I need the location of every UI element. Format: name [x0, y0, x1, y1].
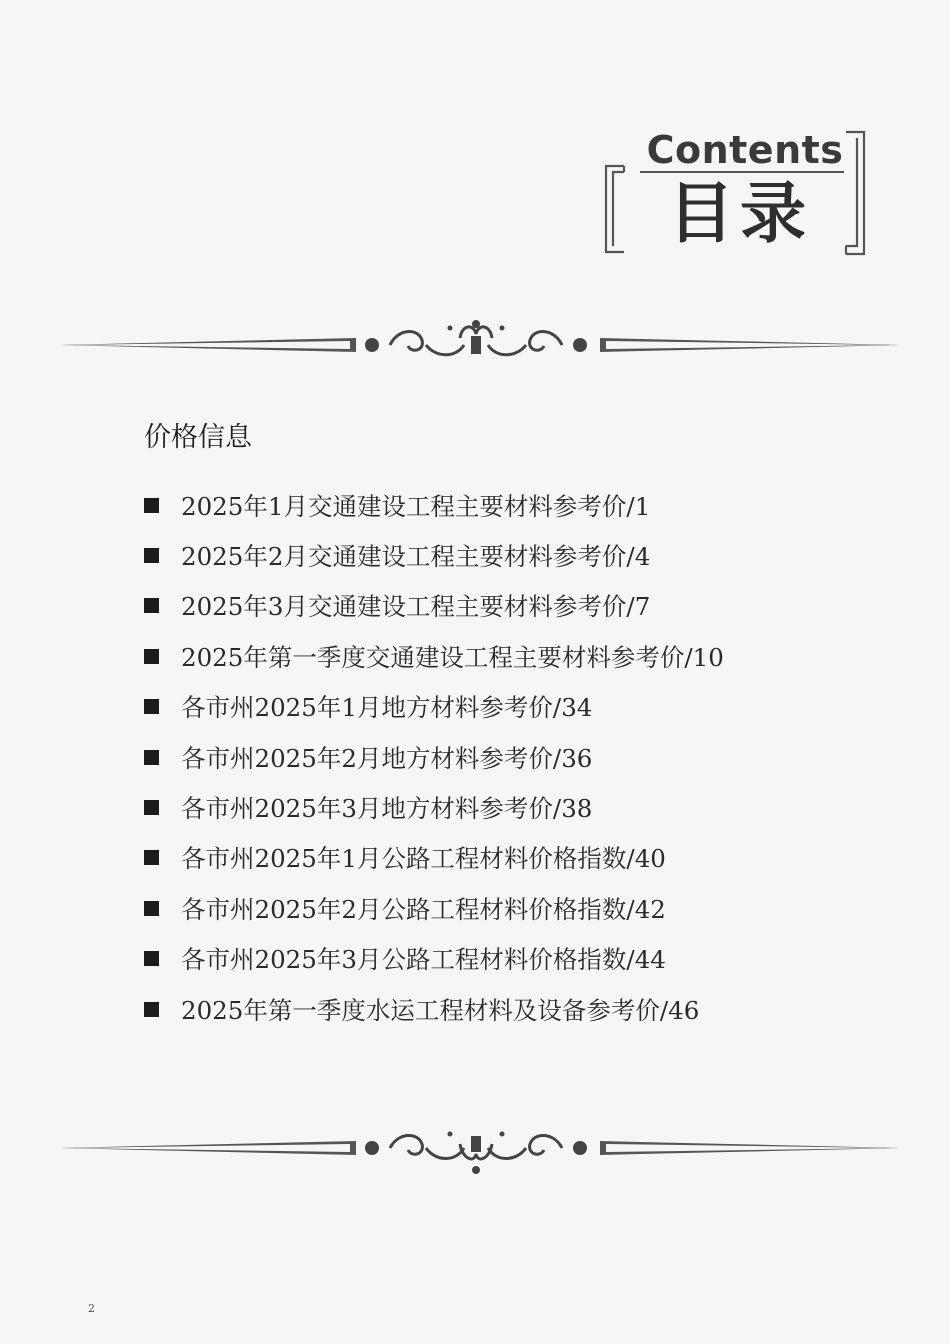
square-bullet-icon: [144, 750, 159, 765]
toc-item: [140, 631, 880, 681]
square-bullet-icon: [144, 901, 159, 916]
title-english: Contents: [646, 128, 844, 172]
square-bullet-icon: [144, 598, 159, 613]
toc-item-text: 各市州2025年2月公路工程材料价格指数/42: [181, 894, 666, 924]
square-bullet-icon: [144, 699, 159, 714]
toc-item: [140, 530, 880, 580]
toc-item-text: 2025年2月交通建设工程主要材料参考价/4: [181, 542, 651, 572]
top-ornament-divider: [60, 318, 900, 368]
square-bullet-icon: [144, 548, 159, 563]
toc-list: [140, 480, 880, 1034]
page-number: 2: [88, 1302, 95, 1315]
toc-item: [140, 682, 880, 732]
section-title: 价格信息: [144, 422, 252, 453]
contents-title-block: [604, 128, 866, 256]
toc-item-text: 2025年第一季度交通建设工程主要材料参考价/10: [181, 642, 724, 672]
toc-item-text: 2025年第一季度水运工程材料及设备参考价/46: [181, 995, 700, 1025]
toc-item-text: 各市州2025年3月地方材料参考价/38: [181, 794, 593, 824]
toc-item-text: 2025年3月交通建设工程主要材料参考价/7: [181, 592, 651, 622]
toc-item: [140, 782, 880, 832]
square-bullet-icon: [144, 1002, 159, 1017]
toc-item: [140, 833, 880, 883]
bottom-ornament-divider: [60, 1124, 900, 1174]
square-bullet-icon: [144, 800, 159, 815]
toc-item: [140, 581, 880, 631]
toc-item: [140, 883, 880, 933]
square-bullet-icon: [144, 498, 159, 513]
toc-item: [140, 934, 880, 984]
toc-item: [140, 480, 880, 530]
toc-item-text: 各市州2025年1月公路工程材料价格指数/40: [181, 844, 666, 874]
toc-item-text: 各市州2025年3月公路工程材料价格指数/44: [181, 945, 666, 975]
square-bullet-icon: [144, 951, 159, 966]
square-bullet-icon: [144, 649, 159, 664]
toc-item-text: 各市州2025年2月地方材料参考价/36: [181, 743, 593, 773]
toc-item-text: 2025年1月交通建设工程主要材料参考价/1: [181, 491, 651, 521]
title-chinese: 目录: [668, 175, 812, 252]
toc-item-text: 各市州2025年1月地方材料参考价/34: [181, 693, 593, 723]
toc-item: [140, 984, 880, 1034]
square-bullet-icon: [144, 850, 159, 865]
toc-item: [140, 732, 880, 782]
